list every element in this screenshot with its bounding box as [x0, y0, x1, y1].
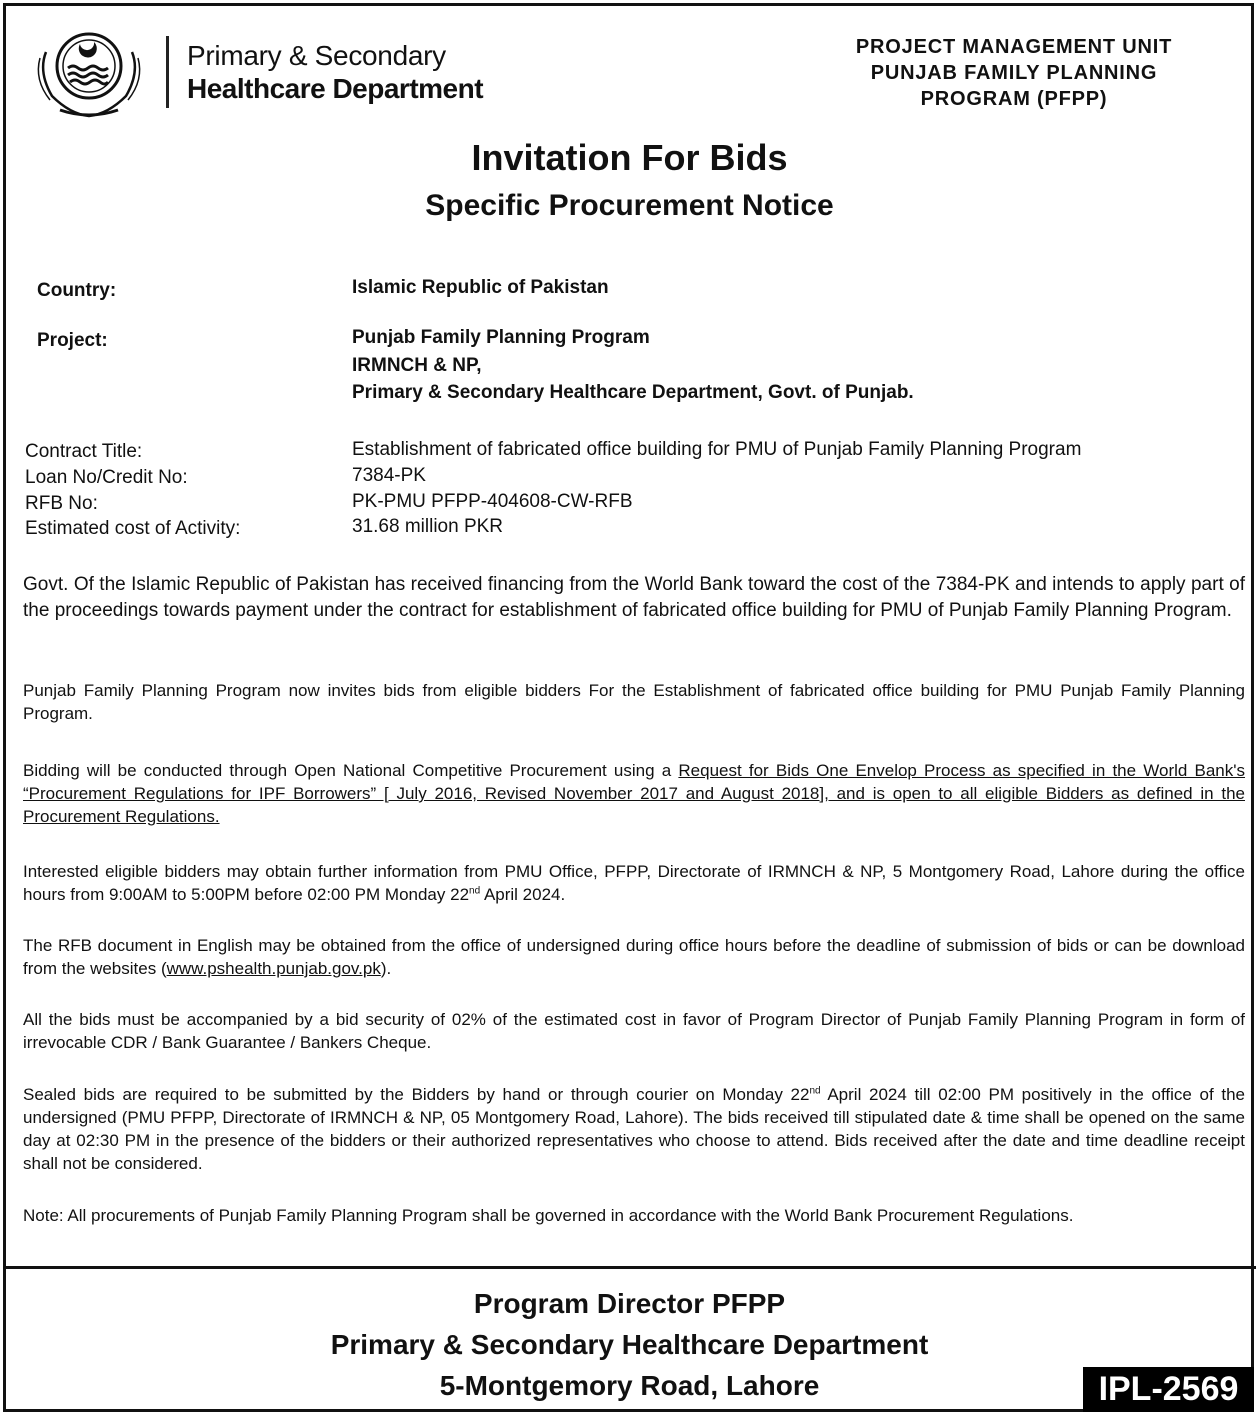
- loan-no-value: 7384-PK: [352, 465, 426, 486]
- paragraph-invitation: Punjab Family Planning Program now invites bids from eligible bidders For the Establishment of fabricated office building for PMU Punjab Family Planning Program.: [23, 681, 1245, 723]
- bidding-method-text: Bidding will be conducted through Open National Competitive Procurement using a: [23, 761, 679, 780]
- paragraph-financing: Govt. Of the Islamic Republic of Pakistan has received financing from the World Bank toward the cost of the 7384-PK and intends to apply part of the proceedings towards payment under the contract for establishment of fabricated office building for PMU of Punjab Family Planning Program.: [23, 574, 1245, 621]
- submission-text: Sealed bids are required to be submitted by the Bidders by hand or through courier on Monday 22: [23, 1085, 810, 1104]
- estimated-cost-value: 31.68 million PKR: [352, 516, 504, 537]
- loan-no-label: Loan No/Credit No:: [25, 467, 188, 488]
- paragraph-submission: [23, 1083, 1245, 1175]
- project-label: Project:: [37, 330, 108, 351]
- paragraph-information: [23, 860, 1245, 906]
- estimated-cost-label: Estimated cost of Activity:: [25, 518, 241, 539]
- contract-title-value: Establishment of fabricated office building for PMU of Punjab Family Planning Program: [352, 439, 1082, 460]
- footer-address: 5-Montgemory Road, Lahore: [439, 1370, 820, 1401]
- paragraph-bidding-method: [23, 759, 1245, 828]
- submission-text-end: April 2024 till 02:00 PM positively in the office of the undersigned (PMU PFPP, Directorate of IRMNCH & NP, 05 Montgomery Road, Lahore). The bids received till stipulated date & time shall be opened on the same day at 02:30 PM in the presence of the bidders or their authorized representatives who choose to attend. Bids received after the date and time deadline receipt shall not be considered.: [23, 1085, 1245, 1173]
- information-text-end: April 2024.: [480, 885, 566, 904]
- pmu-line: PUNJAB FAMILY PLANNING: [870, 62, 1158, 84]
- information-text: Interested eligible bidders may obtain further information from PMU Office, PFPP, Directorate of IRMNCH & NP, 5 Montgomery Road, Lahore during the office hours from 9:00AM to 5:00PM before 02:00 PM Monday 22: [23, 862, 1245, 904]
- rfb-document-text-end: ).: [380, 959, 392, 978]
- pmu-heading: [800, 34, 1228, 112]
- reference-code-badge: IPL-2569: [1083, 1367, 1254, 1412]
- rfb-document-text: The RFB document in English may be obtained from the office of undersigned during office hours before the deadline of submission of bids or can be download from the websites (: [23, 936, 1245, 978]
- project-value-line1: Punjab Family Planning Program: [352, 327, 650, 348]
- dept-name-line2: Healthcare Department: [187, 73, 484, 104]
- procurement-regulations-reference: Request for Bids One Envelop Process as specified in the World Bank's “Procurement Regulations for IPF Borrowers” [ July 2016, Revised November 2017 and August 2018], and is open to all eligible Bidders as defined in the Procurement Regulations.: [23, 761, 1246, 826]
- paragraph-rfb-document: [23, 934, 1245, 980]
- page-subtitle: Specific Procurement Notice: [425, 189, 834, 222]
- footer-signatory: Program Director PFPP: [473, 1288, 786, 1319]
- website-link[interactable]: www.pshealth.punjab.gov.pk: [166, 959, 381, 978]
- footer-department: Primary & Secondary Healthcare Department: [330, 1329, 929, 1360]
- project-value-line2: IRMNCH & NP,: [352, 355, 482, 376]
- punjab-emblem-icon: [30, 22, 148, 122]
- dept-name-line1: Primary & Secondary: [187, 40, 446, 71]
- date-suffix: nd: [809, 1085, 821, 1097]
- footer-divider: [3, 1266, 1256, 1269]
- date-suffix: nd: [469, 885, 481, 897]
- country-label: Country:: [37, 280, 117, 301]
- pmu-line: PROJECT MANAGEMENT UNIT: [855, 36, 1173, 58]
- paragraph-note: Note: All procurements of Punjab Family Planning Program shall be governed in accordance with the World Bank Procurement Regulations.: [23, 1206, 1074, 1225]
- pmu-line: PROGRAM (PFPP): [920, 88, 1108, 110]
- page-title: Invitation For Bids: [471, 137, 788, 178]
- project-value-line3: Primary & Secondary Healthcare Department, Govt. of Punjab.: [352, 382, 914, 403]
- country-value: Islamic Republic of Pakistan: [352, 277, 609, 298]
- rfb-no-label: RFB No:: [25, 493, 98, 514]
- contract-title-label: Contract Title:: [25, 441, 143, 462]
- paragraph-bid-security: All the bids must be accompanied by a bid security of 02% of the estimated cost in favor of Program Director of Punjab Family Planning Program in form of irrevocable CDR / Bank Guarantee / Bankers Cheque.: [23, 1010, 1245, 1052]
- header-separator: [166, 36, 169, 108]
- rfb-no-value: PK-PMU PFPP-404608-CW-RFB: [352, 491, 633, 512]
